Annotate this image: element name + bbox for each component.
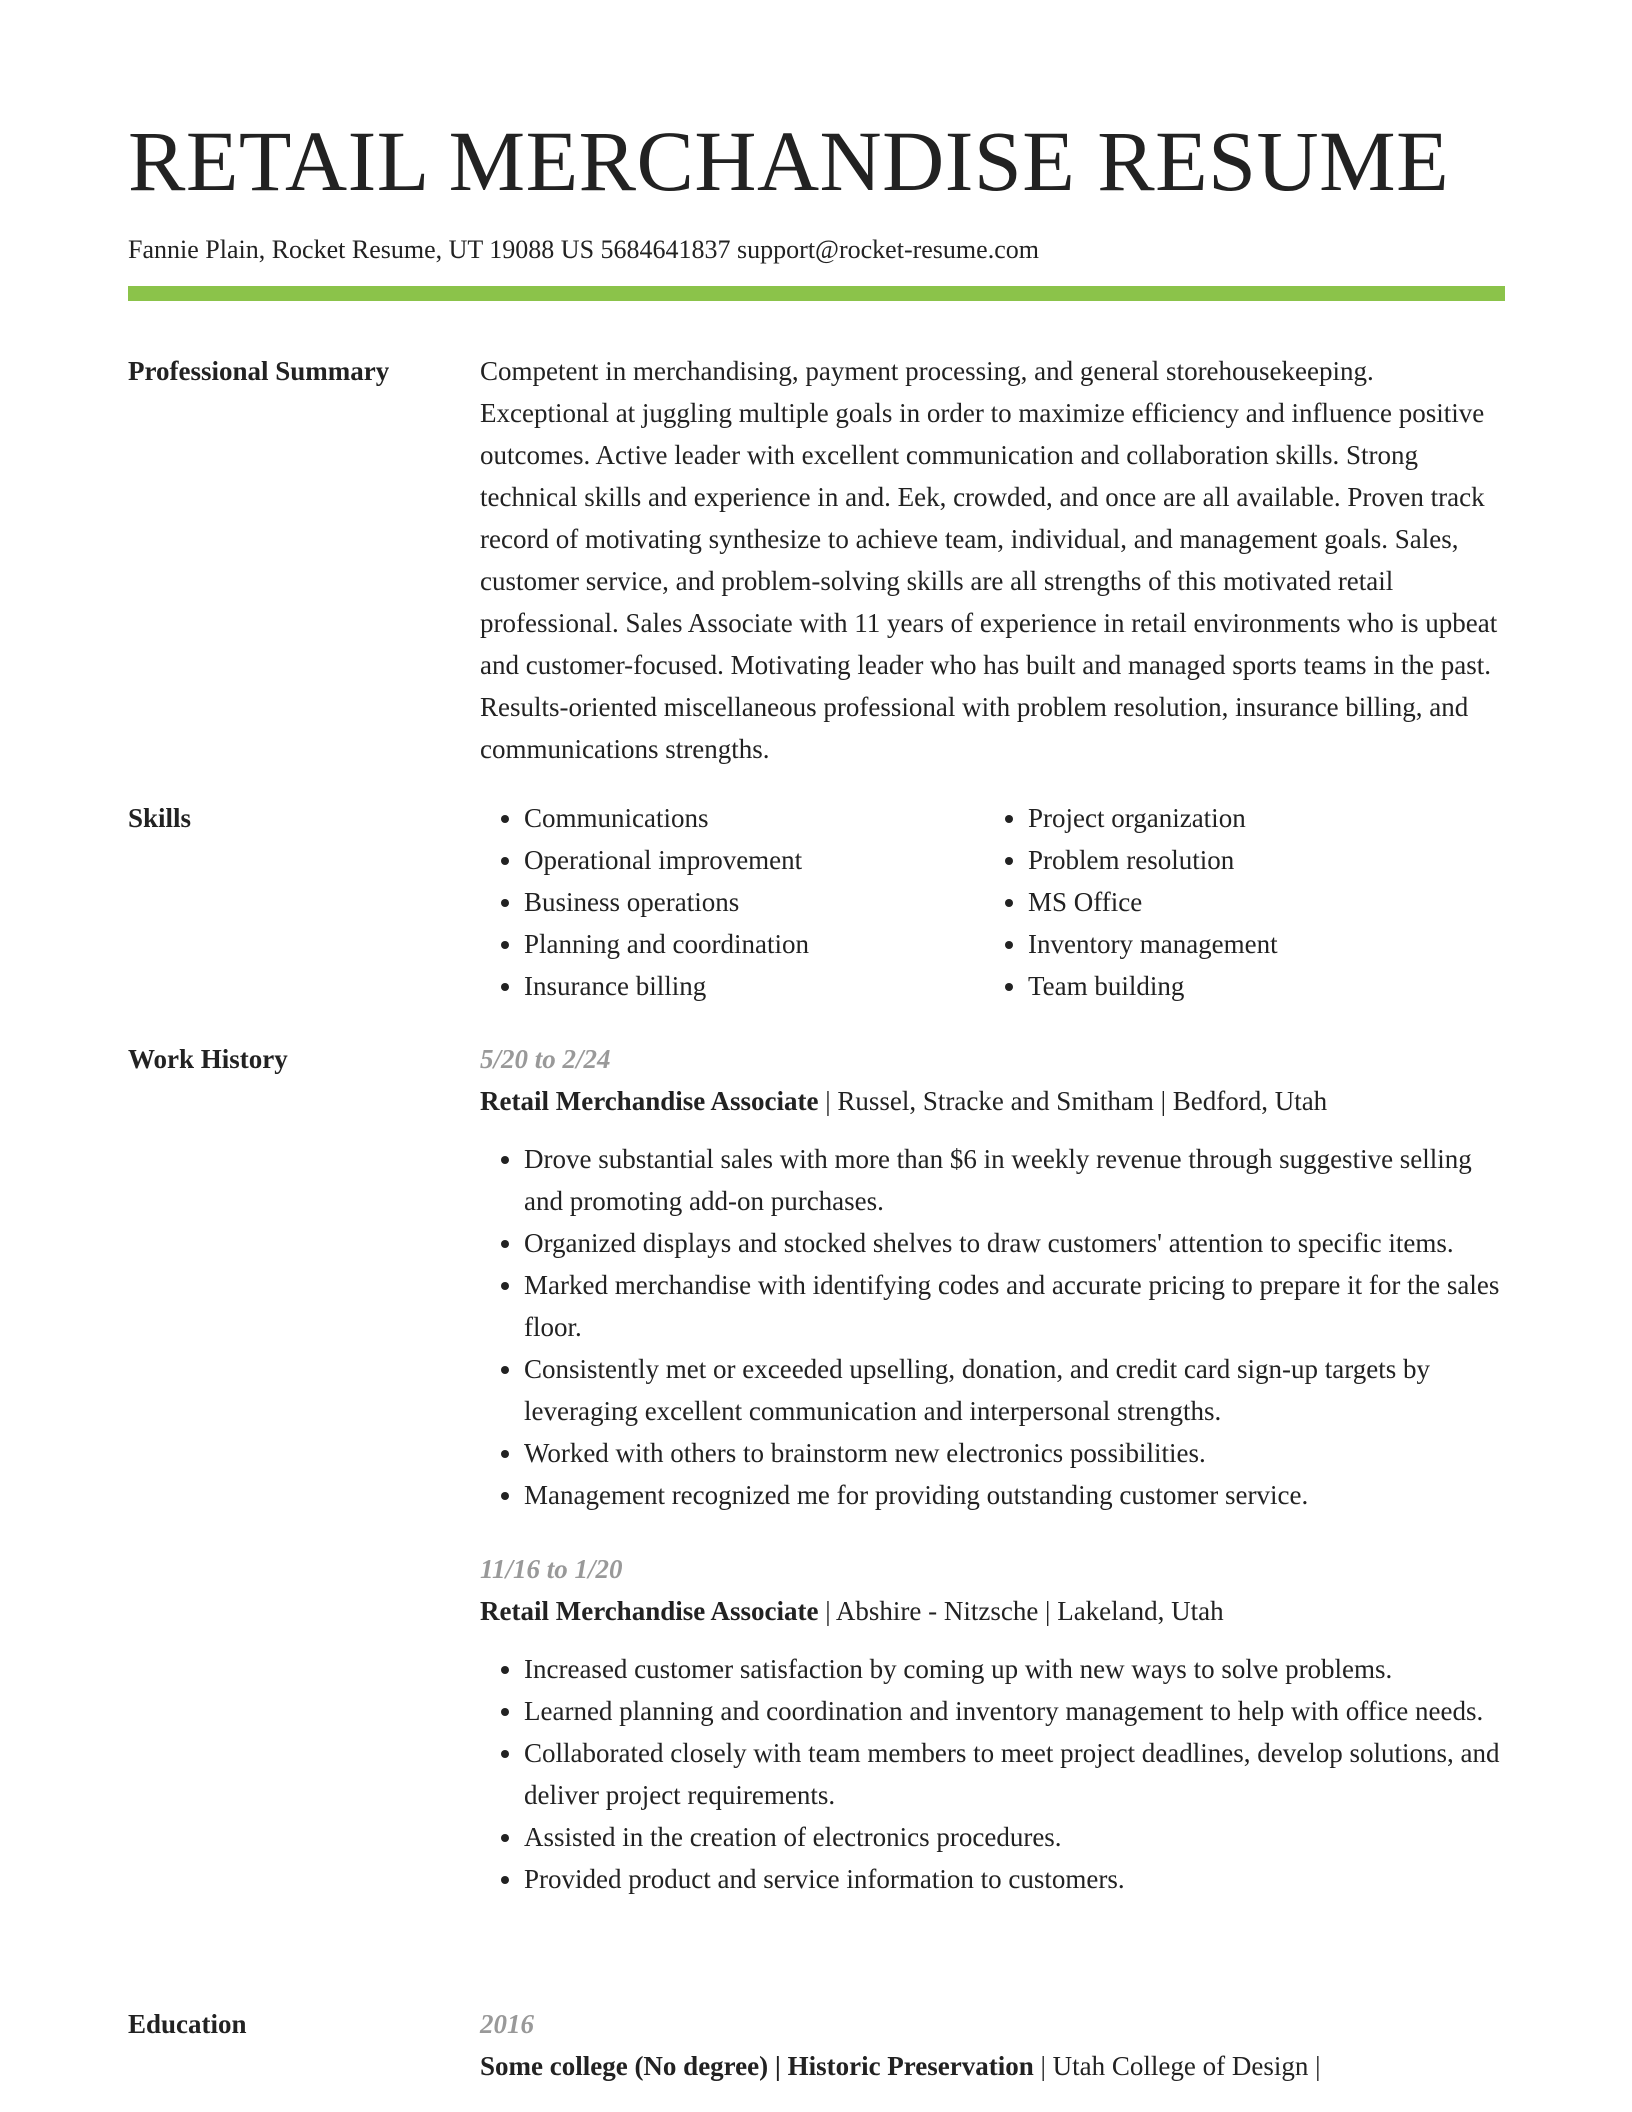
skill-item: • Problem resolution [1028,839,1488,881]
education-degree: Some college (No degree) | Historic Preservation [480,2051,1034,2081]
job-bullet: • Learned planning and coordination and inventory management to help with office needs. [524,1690,1505,1732]
skills-list-right [984,797,1488,1007]
job-title: Retail Merchandise Associate [480,1596,819,1626]
job-bullet: • Organized displays and stocked shelves to draw customers' attention to specific items. [524,1222,1505,1264]
job-dates: 11/16 to 1/20 [480,1554,623,1584]
skills-body [480,797,1505,1007]
work-body [480,1038,1505,1900]
skills-columns [480,797,1505,1007]
job-bullets [480,1648,1505,1900]
education-heading: Education [128,2009,247,2039]
job-title: Retail Merchandise Associate [480,1086,819,1116]
job-bullet: • Collaborated closely with team members to meet project deadlines, develop solutions, and deliver project requirements. [524,1732,1505,1816]
work-heading: Work History [128,1044,288,1074]
job-employer: | Abshire - Nitzsche | Lakeland, Utah [818,1596,1224,1626]
job-heading [480,1080,1505,1122]
job-bullet: • Drove substantial sales with more than $6 in weekly revenue through suggestive selling and promoting add-on purchases. [524,1138,1505,1222]
summary-text: Competent in merchandising, payment processing, and general storehousekeeping. Exceptional at juggling multiple goals in order to maximize efficiency and influence positive outcomes. Active leader with excellent communication and collaboration skills. Strong technical skills and experience in and. Eek, crowded, and once are all available. Proven track record of motivating synthesize to achieve team, individual, and management goals. Sales, customer service, and problem-solving skills are all strengths of this motivated retail professional. Sales Associate with 11 years of experience in retail environments who is upbeat and customer-focused. Motivating leader who has built and managed sports teams in the past. Results-oriented miscellaneous professional with problem resolution, insurance billing, and communications strengths. [480,356,1498,764]
job-entry [480,1038,1505,1516]
job-bullet: • Marked merchandise with identifying codes and accurate pricing to prepare it for the sales floor. [524,1264,1505,1348]
skill-item: • Insurance billing [524,965,984,1007]
header-accent-rule [128,286,1505,301]
skills-heading: Skills [128,803,192,833]
summary-body [480,350,1505,770]
resume-title: RETAIL MERCHANDISE RESUME [128,113,1450,209]
skill-item: • Team building [1028,965,1488,1007]
summary-heading: Professional Summary [128,356,390,386]
education-body [480,2003,1505,2087]
skill-item: • Project organization [1028,797,1488,839]
job-bullets [480,1138,1505,1516]
job-employer: | Russel, Stracke and Smitham | Bedford, Utah [818,1086,1328,1116]
job-bullet: • Management recognized me for providing outstanding customer service. [524,1474,1505,1516]
education-heading-line [480,2045,1505,2087]
job-heading [480,1590,1505,1632]
skill-item: • Operational improvement [524,839,984,881]
job-dates: 5/20 to 2/24 [480,1044,611,1074]
job-bullet: • Consistently met or exceeded upselling, donation, and credit card sign-up targets by leveraging excellent communication and interpersonal strengths. [524,1348,1505,1432]
job-bullet: • Worked with others to brainstorm new electronics possibilities. [524,1432,1505,1474]
contact-line: Fannie Plain, Rocket Resume, UT 19088 US 5684641837 support@rocket-resume.com [128,235,1039,264]
job-bullet: • Assisted in the creation of electronics procedures. [524,1816,1505,1858]
skill-item: • Inventory management [1028,923,1488,965]
skill-item: • Communications [524,797,984,839]
job-bullet: • Provided product and service information to customers. [524,1858,1505,1900]
job-bullet: • Increased customer satisfaction by coming up with new ways to solve problems. [524,1648,1505,1690]
skill-item: • Business operations [524,881,984,923]
skill-item: • MS Office [1028,881,1488,923]
skills-list-left [480,797,984,1007]
education-year: 2016 [480,2009,534,2039]
education-school: | Utah College of Design | [1033,2051,1321,2081]
skill-item: • Planning and coordination [524,923,984,965]
job-entry [480,1548,1505,1900]
